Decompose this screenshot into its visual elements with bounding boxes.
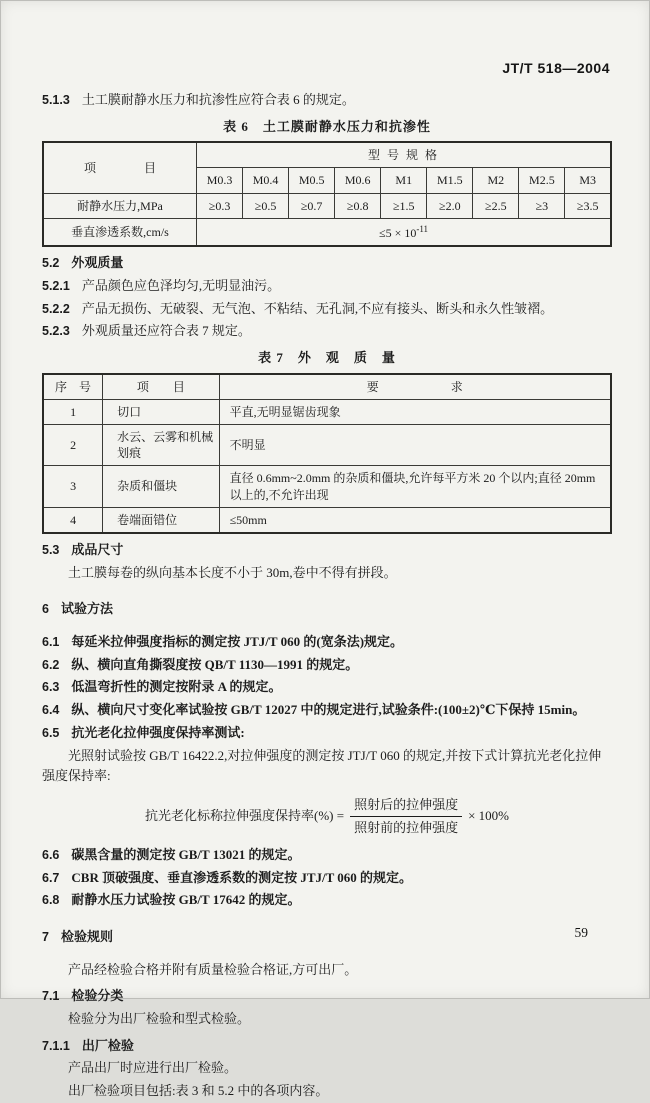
clause-number: 7.1.1 [42, 1038, 70, 1053]
row-item: 杂质和僵块 [103, 466, 219, 507]
heading-text: 外观质量 [71, 255, 124, 271]
clause-number: 5.2.1 [42, 278, 70, 293]
table6-model: M0.6 [335, 168, 381, 193]
row-item: 水云、云雾和机械划痕 [103, 424, 219, 465]
clause-text: 耐静水压力试验按 GB/T 17642 的规定。 [71, 892, 301, 908]
table6-corner-header: 项 目 [43, 142, 197, 193]
pressure-value: ≥3.5 [565, 193, 611, 218]
table-row [43, 507, 611, 533]
page-content [42, 88, 612, 1103]
formula-fraction [350, 795, 462, 839]
table6-model: M2.5 [519, 168, 565, 193]
table6-model: M2 [473, 168, 519, 193]
clause-text: 产品颜色应色泽均匀,无明显油污。 [81, 277, 281, 293]
clause-text: CBR 顶破强度、垂直渗透系数的测定按 JTJ/T 060 的规定。 [71, 869, 413, 885]
clause-number: 7 [42, 930, 49, 945]
permeability-value: $\le 5 \times 10^{-11}$ [197, 218, 611, 246]
clause-number: 6.8 [42, 893, 60, 908]
table6-row-permeability [43, 218, 611, 246]
standard-code: JT/T 518—2004 [502, 60, 610, 76]
clause-number: 6.5 [42, 725, 60, 740]
clause-text: 纵、横向尺寸变化率试验按 GB/T 12027 中的规定进行,试验条件:(100±2)℃下保持 15min。 [71, 702, 586, 718]
pressure-value: ≥0.5 [243, 193, 289, 218]
row-no: 4 [43, 507, 103, 533]
heading-7 [42, 927, 612, 948]
para-7-1-1-b: 出厂检验项目包括:表 3 和 5.2 中的各项内容。 [68, 1082, 329, 1098]
clause-text: 外观质量还应符合表 7 规定。 [81, 323, 251, 339]
heading-text: 检验规则 [60, 929, 113, 945]
row-no: 3 [43, 466, 103, 507]
clause-6-5 [42, 723, 612, 744]
clause-text: 产品无损伤、无破裂、无气泡、不粘结、无孔洞,不应有接头、断头和永久性皱褶。 [81, 300, 554, 316]
heading-6 [42, 599, 612, 620]
clause-6-3 [42, 677, 612, 698]
table7 [42, 373, 612, 534]
table-row [43, 399, 611, 424]
para-7-1-1-a: 产品出厂时应进行出厂检验。 [68, 1060, 238, 1076]
clause-text: 纵、横向直角撕裂度按 QB/T 1130—1991 的规定。 [71, 656, 359, 672]
row-requirement: ≤50mm [219, 507, 611, 533]
table6-model: M1 [381, 168, 427, 193]
clause-6-6 [42, 845, 612, 866]
clause-6-2 [42, 655, 612, 676]
table-row [43, 424, 611, 465]
clause-6-4 [42, 700, 612, 721]
table6-group-header: 型 号 规 格 [197, 142, 611, 168]
clause-number: 5.2 [42, 256, 60, 271]
heading-text: 试验方法 [60, 601, 113, 617]
clause-number: 5.1.3 [42, 93, 70, 107]
heading-5-2 [42, 253, 612, 274]
table7-header-row [43, 374, 611, 400]
clause-5-2-3 [42, 321, 612, 342]
clause-number: 6.1 [42, 634, 60, 649]
table6 [42, 141, 612, 247]
clause-5-2-1 [42, 276, 612, 297]
row-item: 卷端面错位 [103, 507, 219, 533]
table6-model: M0.4 [243, 168, 289, 193]
clause-number: 5.2.3 [42, 324, 70, 339]
heading-5-3 [42, 540, 612, 561]
exponent: -11 [416, 223, 429, 234]
table6-row-pressure [43, 193, 611, 218]
table7-header-item: 项 目 [103, 374, 219, 400]
row-requirement: 不明显 [219, 424, 611, 465]
clause-text: 每延米拉伸强度指标的测定按 JTJ/T 060 的(宽条法)规定。 [71, 633, 404, 649]
formula-numerator: 照射后的拉伸强度 [350, 795, 462, 818]
pressure-value: ≥0.7 [289, 193, 335, 218]
table7-header-no: 序 号 [43, 374, 103, 400]
formula-aging-retention [42, 795, 612, 839]
row-no: 1 [43, 399, 103, 424]
table7-title: 表 7 外 观 质 量 [258, 350, 396, 366]
formula-denominator: 照射前的拉伸强度 [354, 820, 459, 836]
clause-number: 6.7 [42, 870, 60, 885]
heading-7-1-1 [42, 1036, 612, 1057]
pressure-value: ≥0.3 [197, 193, 243, 218]
row-label: 耐静水压力,MPa [43, 193, 197, 218]
row-requirement: 平直,无明显锯齿现象 [219, 399, 611, 424]
para-5-3: 土工膜每卷的纵向基本长度不小于 30m,卷中不得有拼段。 [68, 564, 397, 580]
pressure-value: ≥0.8 [335, 193, 381, 218]
pressure-value: ≥2.0 [427, 193, 473, 218]
clause-6-7 [42, 868, 612, 889]
row-no: 2 [43, 424, 103, 465]
clause-number: 6.4 [42, 703, 60, 718]
heading-text: 成品尺寸 [71, 541, 124, 557]
clause-6-8 [42, 890, 612, 911]
para-6-5: 光照射试验按 GB/T 16422.2,对拉伸强度的测定按 JTJ/T 060 的规定,并按下式计算抗光老化拉伸强度保持率: [42, 747, 602, 784]
clause-text: 低温弯折性的测定按附录 A 的规定。 [71, 679, 282, 695]
clause-number: 6.6 [42, 847, 60, 862]
clause-5-2-2 [42, 299, 612, 320]
clause-number: 6.3 [42, 680, 60, 695]
formula-rhs: × 100% [468, 808, 509, 824]
pressure-value: ≥3 [519, 193, 565, 218]
clause-6-1 [42, 632, 612, 653]
clause-number: 5.2.2 [42, 301, 70, 316]
clause-text: 土工膜耐静水压力和抗渗性应符合表 6 的规定。 [81, 92, 355, 107]
table6-title: 表 6 土工膜耐静水压力和抗渗性 [223, 118, 431, 134]
heading-text: 出厂检验 [81, 1037, 134, 1053]
clause-number: 6.2 [42, 657, 60, 672]
formula-lhs: 抗光老化标称拉伸强度保持率(%) = [144, 808, 345, 824]
table7-header-req: 要 求 [219, 374, 611, 400]
clause-number: 7.1 [42, 989, 60, 1004]
table6-model: M3 [565, 168, 611, 193]
para-7-1: 检验分为出厂检验和型式检验。 [68, 1011, 251, 1027]
table-row [43, 466, 611, 507]
clause-text: 碳黑含量的测定按 GB/T 13021 的规定。 [71, 846, 301, 862]
heading-text: 检验分类 [71, 988, 124, 1004]
page-number: 59 [574, 925, 588, 940]
table6-model: M0.5 [289, 168, 335, 193]
row-label: 垂直渗透系数,cm/s [43, 218, 197, 246]
clause-number: 6 [42, 602, 49, 617]
para-7: 产品经检验合格并附有质量检验合格证,方可出厂。 [68, 961, 358, 977]
clause-number: 5.3 [42, 542, 60, 557]
row-requirement: 直径 0.6mm~2.0mm 的杂质和僵块,允许每平方米 20 个以内;直径 20mm 以上的,不允许出现 [219, 466, 611, 507]
row-item: 切口 [103, 399, 219, 424]
pressure-value: ≥1.5 [381, 193, 427, 218]
table6-model: M1.5 [427, 168, 473, 193]
clause-5-1-3 [42, 90, 612, 111]
clause-text: 抗光老化拉伸强度保持率测试: [71, 724, 245, 740]
pressure-value: ≥2.5 [473, 193, 519, 218]
table6-model: M0.3 [197, 168, 243, 193]
heading-7-1 [42, 986, 612, 1007]
